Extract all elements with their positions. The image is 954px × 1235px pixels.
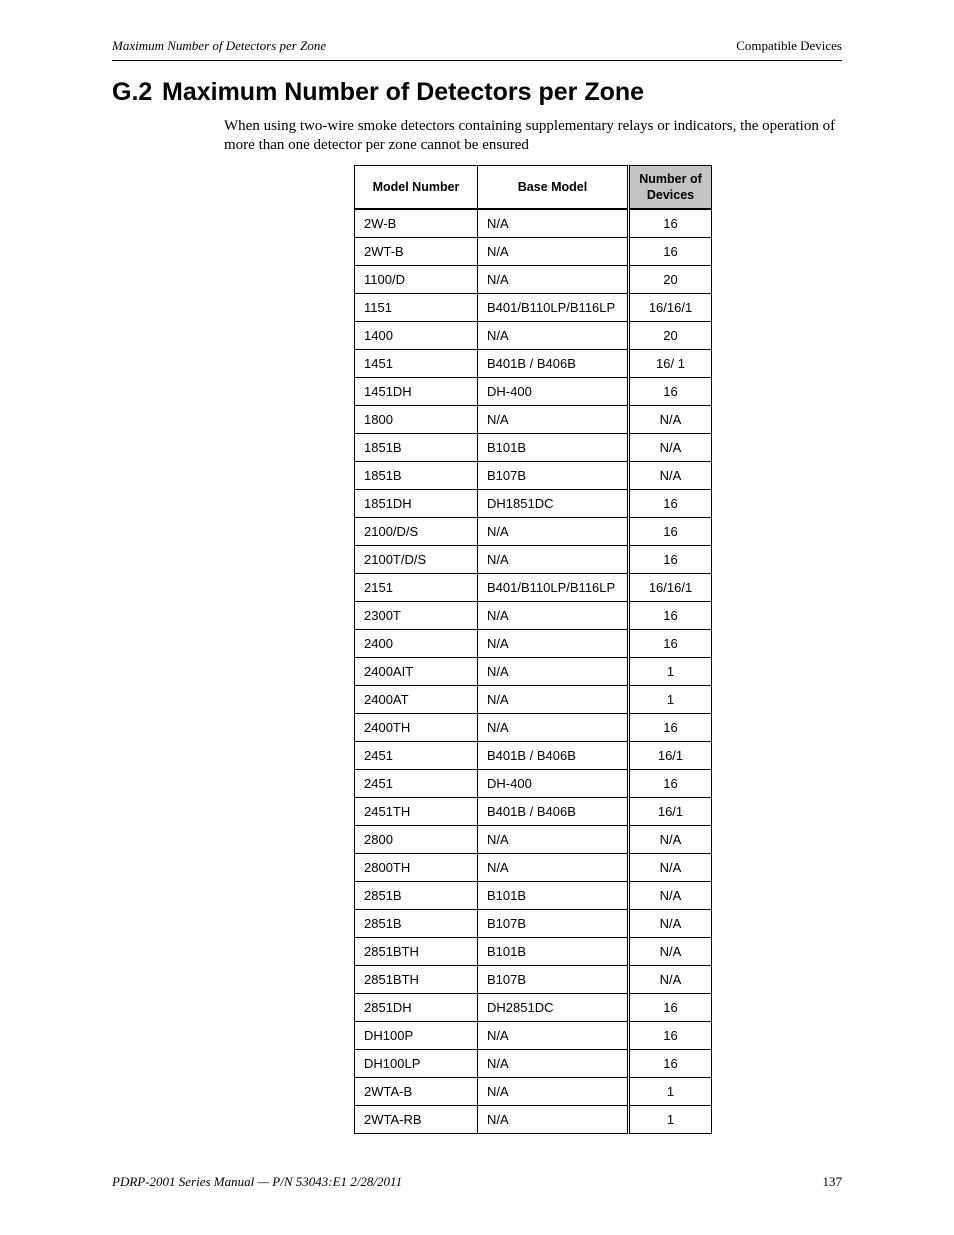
cell-model-number: 1100/D — [355, 266, 478, 294]
cell-number-of-devices: 16 — [629, 546, 712, 574]
cell-base-model: DH1851DC — [478, 490, 629, 518]
cell-model-number: 2WTA-B — [355, 1078, 478, 1106]
cell-base-model: N/A — [478, 686, 629, 714]
cell-number-of-devices: 16 — [629, 770, 712, 798]
cell-model-number: 1451 — [355, 350, 478, 378]
cell-number-of-devices: 1 — [629, 1078, 712, 1106]
footer-manual-info: PDRP-2001 Series Manual — P/N 53043:E1 2/28/2011 — [112, 1174, 403, 1189]
cell-model-number: DH100P — [355, 1022, 478, 1050]
table-header-row — [355, 166, 712, 210]
cell-number-of-devices: 16/1 — [629, 798, 712, 826]
cell-model-number: 2851BTH — [355, 966, 478, 994]
header-number-line2: Devices — [646, 188, 695, 202]
table-row — [355, 826, 712, 854]
cell-number-of-devices: N/A — [629, 938, 712, 966]
page-header — [112, 38, 842, 61]
cell-base-model: N/A — [478, 1022, 629, 1050]
table-row — [355, 938, 712, 966]
cell-base-model: N/A — [478, 518, 629, 546]
table-row — [355, 1106, 712, 1134]
cell-base-model: B101B — [478, 938, 629, 966]
detectors-table — [354, 165, 712, 1134]
cell-base-model: N/A — [478, 658, 629, 686]
cell-model-number: 1851DH — [355, 490, 478, 518]
cell-number-of-devices: N/A — [629, 910, 712, 938]
cell-number-of-devices: N/A — [629, 854, 712, 882]
cell-model-number: 2WTA-RB — [355, 1106, 478, 1134]
table-row — [355, 770, 712, 798]
cell-base-model: DH-400 — [478, 770, 629, 798]
cell-number-of-devices: 16 — [629, 490, 712, 518]
cell-number-of-devices: 16 — [629, 238, 712, 266]
page-number: 137 — [822, 1174, 842, 1189]
section-title-text: Maximum Number of Detectors per Zone — [162, 78, 645, 106]
cell-number-of-devices: N/A — [629, 406, 712, 434]
table-row — [355, 209, 712, 238]
cell-model-number: 2100/D/S — [355, 518, 478, 546]
cell-base-model: N/A — [478, 546, 629, 574]
cell-model-number: 1851B — [355, 434, 478, 462]
cell-number-of-devices: 1 — [629, 658, 712, 686]
cell-number-of-devices: 16 — [629, 994, 712, 1022]
table-row — [355, 686, 712, 714]
cell-base-model: N/A — [478, 266, 629, 294]
table-row — [355, 434, 712, 462]
table-row — [355, 518, 712, 546]
cell-base-model: N/A — [478, 1106, 629, 1134]
table-row — [355, 238, 712, 266]
cell-number-of-devices: 1 — [629, 1106, 712, 1134]
cell-base-model: B401B / B406B — [478, 798, 629, 826]
header-number-line1: Number of — [639, 172, 702, 186]
table-row — [355, 658, 712, 686]
table-row — [355, 714, 712, 742]
cell-number-of-devices: 20 — [629, 266, 712, 294]
header-section-name: Compatible Devices — [736, 38, 842, 53]
cell-model-number: 2800 — [355, 826, 478, 854]
cell-model-number: 2W-B — [355, 209, 478, 238]
table-row — [355, 854, 712, 882]
intro-paragraph: When using two-wire smoke detectors containing supplementary relays or indicators, the operation of more than one detector per zone cannot be ensured — [224, 118, 836, 153]
cell-model-number: 2151 — [355, 574, 478, 602]
table-row — [355, 378, 712, 406]
cell-model-number: 2400AIT — [355, 658, 478, 686]
cell-number-of-devices: N/A — [629, 462, 712, 490]
cell-number-of-devices: 16/16/1 — [629, 294, 712, 322]
cell-number-of-devices: 16/16/1 — [629, 574, 712, 602]
cell-model-number: 2WT-B — [355, 238, 478, 266]
cell-base-model: DH2851DC — [478, 994, 629, 1022]
cell-base-model: N/A — [478, 854, 629, 882]
cell-number-of-devices: 16/ 1 — [629, 350, 712, 378]
header-chapter-title: Maximum Number of Detectors per Zone — [112, 38, 327, 53]
cell-base-model: B101B — [478, 434, 629, 462]
cell-number-of-devices: N/A — [629, 826, 712, 854]
cell-number-of-devices: 16/1 — [629, 742, 712, 770]
cell-model-number: 2451TH — [355, 798, 478, 826]
cell-model-number: 2451 — [355, 770, 478, 798]
cell-base-model: N/A — [478, 630, 629, 658]
cell-base-model: B101B — [478, 882, 629, 910]
cell-model-number: 1400 — [355, 322, 478, 350]
cell-base-model: B107B — [478, 462, 629, 490]
cell-number-of-devices: 16 — [629, 714, 712, 742]
cell-base-model: B401B / B406B — [478, 742, 629, 770]
cell-base-model: B401B / B406B — [478, 350, 629, 378]
section-number: G.2 — [112, 78, 153, 106]
cell-base-model: B107B — [478, 966, 629, 994]
cell-number-of-devices: 1 — [629, 686, 712, 714]
cell-base-model: N/A — [478, 406, 629, 434]
cell-number-of-devices: 16 — [629, 378, 712, 406]
cell-model-number: 2100T/D/S — [355, 546, 478, 574]
table-row — [355, 1050, 712, 1078]
cell-number-of-devices: 16 — [629, 518, 712, 546]
table-row — [355, 574, 712, 602]
header-model-number: Model Number — [355, 166, 478, 210]
section-title — [112, 76, 644, 108]
cell-model-number: 2800TH — [355, 854, 478, 882]
cell-base-model: N/A — [478, 238, 629, 266]
cell-model-number: 1451DH — [355, 378, 478, 406]
cell-base-model: B401/B110LP/B116LP — [478, 574, 629, 602]
table-row — [355, 462, 712, 490]
header-base-model: Base Model — [478, 166, 629, 210]
cell-number-of-devices: N/A — [629, 434, 712, 462]
cell-base-model: N/A — [478, 322, 629, 350]
cell-base-model: N/A — [478, 209, 629, 238]
cell-number-of-devices: 20 — [629, 322, 712, 350]
header-number-of-devices — [629, 166, 712, 210]
table-row — [355, 406, 712, 434]
cell-model-number: DH100LP — [355, 1050, 478, 1078]
table-row — [355, 1022, 712, 1050]
cell-model-number: 2400 — [355, 630, 478, 658]
cell-base-model: B107B — [478, 910, 629, 938]
cell-model-number: 2851BTH — [355, 938, 478, 966]
cell-number-of-devices: N/A — [629, 882, 712, 910]
table-row — [355, 630, 712, 658]
cell-number-of-devices: 16 — [629, 630, 712, 658]
cell-base-model: N/A — [478, 826, 629, 854]
cell-model-number: 2400AT — [355, 686, 478, 714]
cell-base-model: B401/B110LP/B116LP — [478, 294, 629, 322]
cell-model-number: 2851B — [355, 882, 478, 910]
cell-model-number: 1151 — [355, 294, 478, 322]
cell-base-model: N/A — [478, 602, 629, 630]
table-row — [355, 966, 712, 994]
table-row — [355, 742, 712, 770]
table-row — [355, 602, 712, 630]
cell-model-number: 1851B — [355, 462, 478, 490]
table-row — [355, 910, 712, 938]
table-row — [355, 350, 712, 378]
cell-base-model: N/A — [478, 714, 629, 742]
cell-number-of-devices: 16 — [629, 209, 712, 238]
table-row — [355, 882, 712, 910]
table-row — [355, 322, 712, 350]
cell-model-number: 2451 — [355, 742, 478, 770]
table-row — [355, 798, 712, 826]
cell-base-model: N/A — [478, 1050, 629, 1078]
cell-number-of-devices: 16 — [629, 602, 712, 630]
cell-model-number: 2851B — [355, 910, 478, 938]
table-row — [355, 266, 712, 294]
table-row — [355, 294, 712, 322]
cell-number-of-devices: 16 — [629, 1022, 712, 1050]
cell-number-of-devices: 16 — [629, 1050, 712, 1078]
table-row — [355, 1078, 712, 1106]
cell-model-number: 2851DH — [355, 994, 478, 1022]
cell-model-number: 2400TH — [355, 714, 478, 742]
table-body — [355, 209, 712, 1134]
cell-base-model: DH-400 — [478, 378, 629, 406]
cell-model-number: 1800 — [355, 406, 478, 434]
cell-base-model: N/A — [478, 1078, 629, 1106]
table-row — [355, 546, 712, 574]
cell-model-number: 2300T — [355, 602, 478, 630]
table-row — [355, 490, 712, 518]
table-row — [355, 994, 712, 1022]
cell-number-of-devices: N/A — [629, 966, 712, 994]
